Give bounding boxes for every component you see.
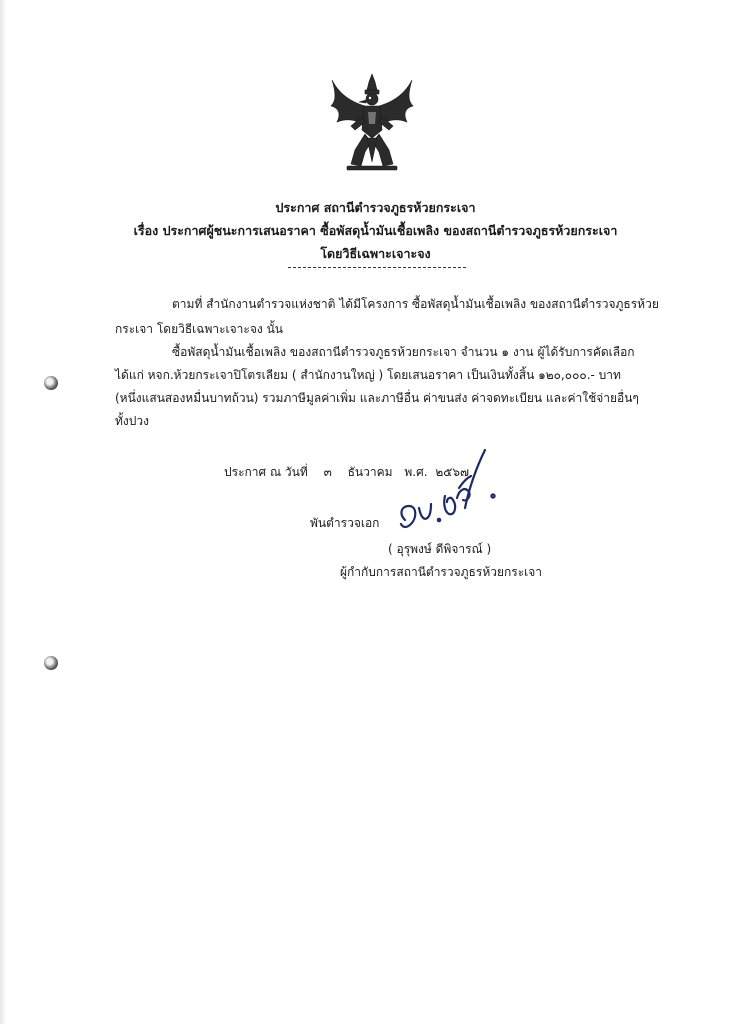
announcement-method: โดยวิธีเฉพาะเจาะจง bbox=[320, 246, 431, 261]
date-prefix: ประกาศ ณ วันที่ bbox=[224, 465, 308, 479]
body-paragraph2-line1: ซื้อพัสดุน้ำมันเชื้อเพลิง ของสถานีตำรวจภูธรห้วยกระเจา จำนวน ๑ งาน ผู้ได้รับการคัดเลือก bbox=[172, 345, 635, 359]
date-month: ธันวาคม bbox=[347, 465, 393, 479]
signatory-position: ผู้กำกับการสถานีตำรวจภูธรห้วยกระเจา bbox=[340, 565, 543, 579]
date-year: ๒๕๖๗ bbox=[435, 465, 470, 479]
signatory-name: ( อุรุพงษ์ ดีพิจารณ์ ) bbox=[388, 542, 492, 556]
body-paragraph2-line4: ทั้งปวง bbox=[115, 414, 149, 428]
punch-hole bbox=[44, 376, 58, 390]
scan-edge-shadow bbox=[0, 0, 6, 1024]
body-paragraph2-line2: ได้แก่ หจก.ห้วยกระเจาปิโตรเลียม ( สำนักงานใหญ่ ) โดยเสนอราคา เป็นเงินทั้งสิ้น ๑๒๐,๐๐๐.- บาท bbox=[115, 368, 621, 382]
date-day: ๓ bbox=[323, 465, 332, 479]
handwritten-signature bbox=[395, 448, 505, 543]
body-paragraph1-line1: ตามที่ สำนักงานตำรวจแห่งชาติ ได้มีโครงการ ซื้อพัสดุน้ำมันเชื้อเพลิง ของสถานีตำรวจภูธรห้วย bbox=[172, 297, 659, 311]
date-era: พ.ศ. bbox=[404, 465, 428, 479]
announcement-subject: เรื่อง ประกาศผู้ชนะการเสนอราคา ซื้อพัสดุน้ำมันเชื้อเพลิง ของสถานีตำรวจภูธรห้วยกระเจา bbox=[133, 223, 618, 238]
announcement-title: ประกาศ สถานีตำรวจภูธรห้วยกระเจา bbox=[275, 200, 476, 215]
signatory-rank: พันตำรวจเอก bbox=[310, 516, 380, 530]
header-divider bbox=[288, 267, 466, 268]
body-paragraph2-line3: (หนึ่งแสนสองหมื่นบาทถ้วน) รวมภาษีมูลค่าเพิ่ม และภาษีอื่น ค่าขนส่ง ค่าจดทะเบียน และค่าใช้จ่ายอื่นๆ bbox=[115, 391, 639, 405]
body-paragraph1-line2: กระเจา โดยวิธีเฉพาะเจาะจง นั้น bbox=[115, 322, 283, 336]
garuda-emblem bbox=[329, 72, 415, 172]
punch-hole bbox=[44, 656, 58, 670]
